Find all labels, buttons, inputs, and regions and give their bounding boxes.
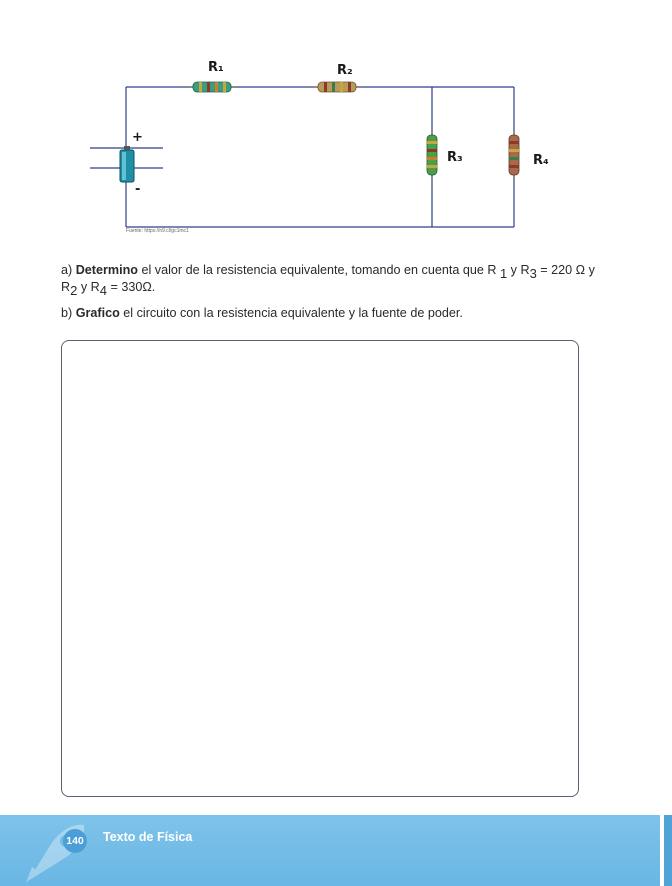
footer-title: Texto de Física bbox=[103, 830, 193, 844]
page-number-badge: 140 bbox=[63, 829, 87, 853]
battery-minus-label: - bbox=[135, 182, 141, 197]
page-footer bbox=[0, 815, 672, 886]
question-a: a) Determino el valor de la resistencia equivalente, tomando en cuenta que R $_1$ y $R_3 = 220$ Ω y $R_2$ y $R_4 = 330\Omega$. bbox=[61, 263, 595, 298]
resistor-r1-label: R₁ bbox=[208, 60, 224, 75]
resistor-r2-icon bbox=[312, 82, 362, 92]
question-b: b) Grafico el circuito con la resistencia equivalente y la fuente de poder. bbox=[61, 306, 463, 320]
footer-stripe bbox=[660, 815, 664, 886]
question-a-verb: Determino bbox=[75, 263, 138, 277]
resistor-r3-label: R₃ bbox=[447, 150, 463, 165]
battery-plus-label: + bbox=[132, 130, 143, 145]
resistor-r3-icon bbox=[427, 130, 437, 180]
battery-icon bbox=[90, 146, 163, 182]
resistor-r4-label: R₄ bbox=[533, 153, 549, 168]
resistor-r4-icon bbox=[509, 130, 519, 180]
footer-edge-band bbox=[664, 815, 672, 886]
image-source-note: Fuente: https://n9.cl/gc1mc1 bbox=[126, 228, 189, 234]
resistor-r2-label: R₂ bbox=[337, 63, 353, 78]
question-b-verb: Grafico bbox=[75, 306, 120, 320]
circuit-diagram bbox=[0, 0, 672, 240]
answer-drawing-area[interactable] bbox=[61, 340, 579, 797]
resistor-r1-icon bbox=[186, 82, 236, 92]
